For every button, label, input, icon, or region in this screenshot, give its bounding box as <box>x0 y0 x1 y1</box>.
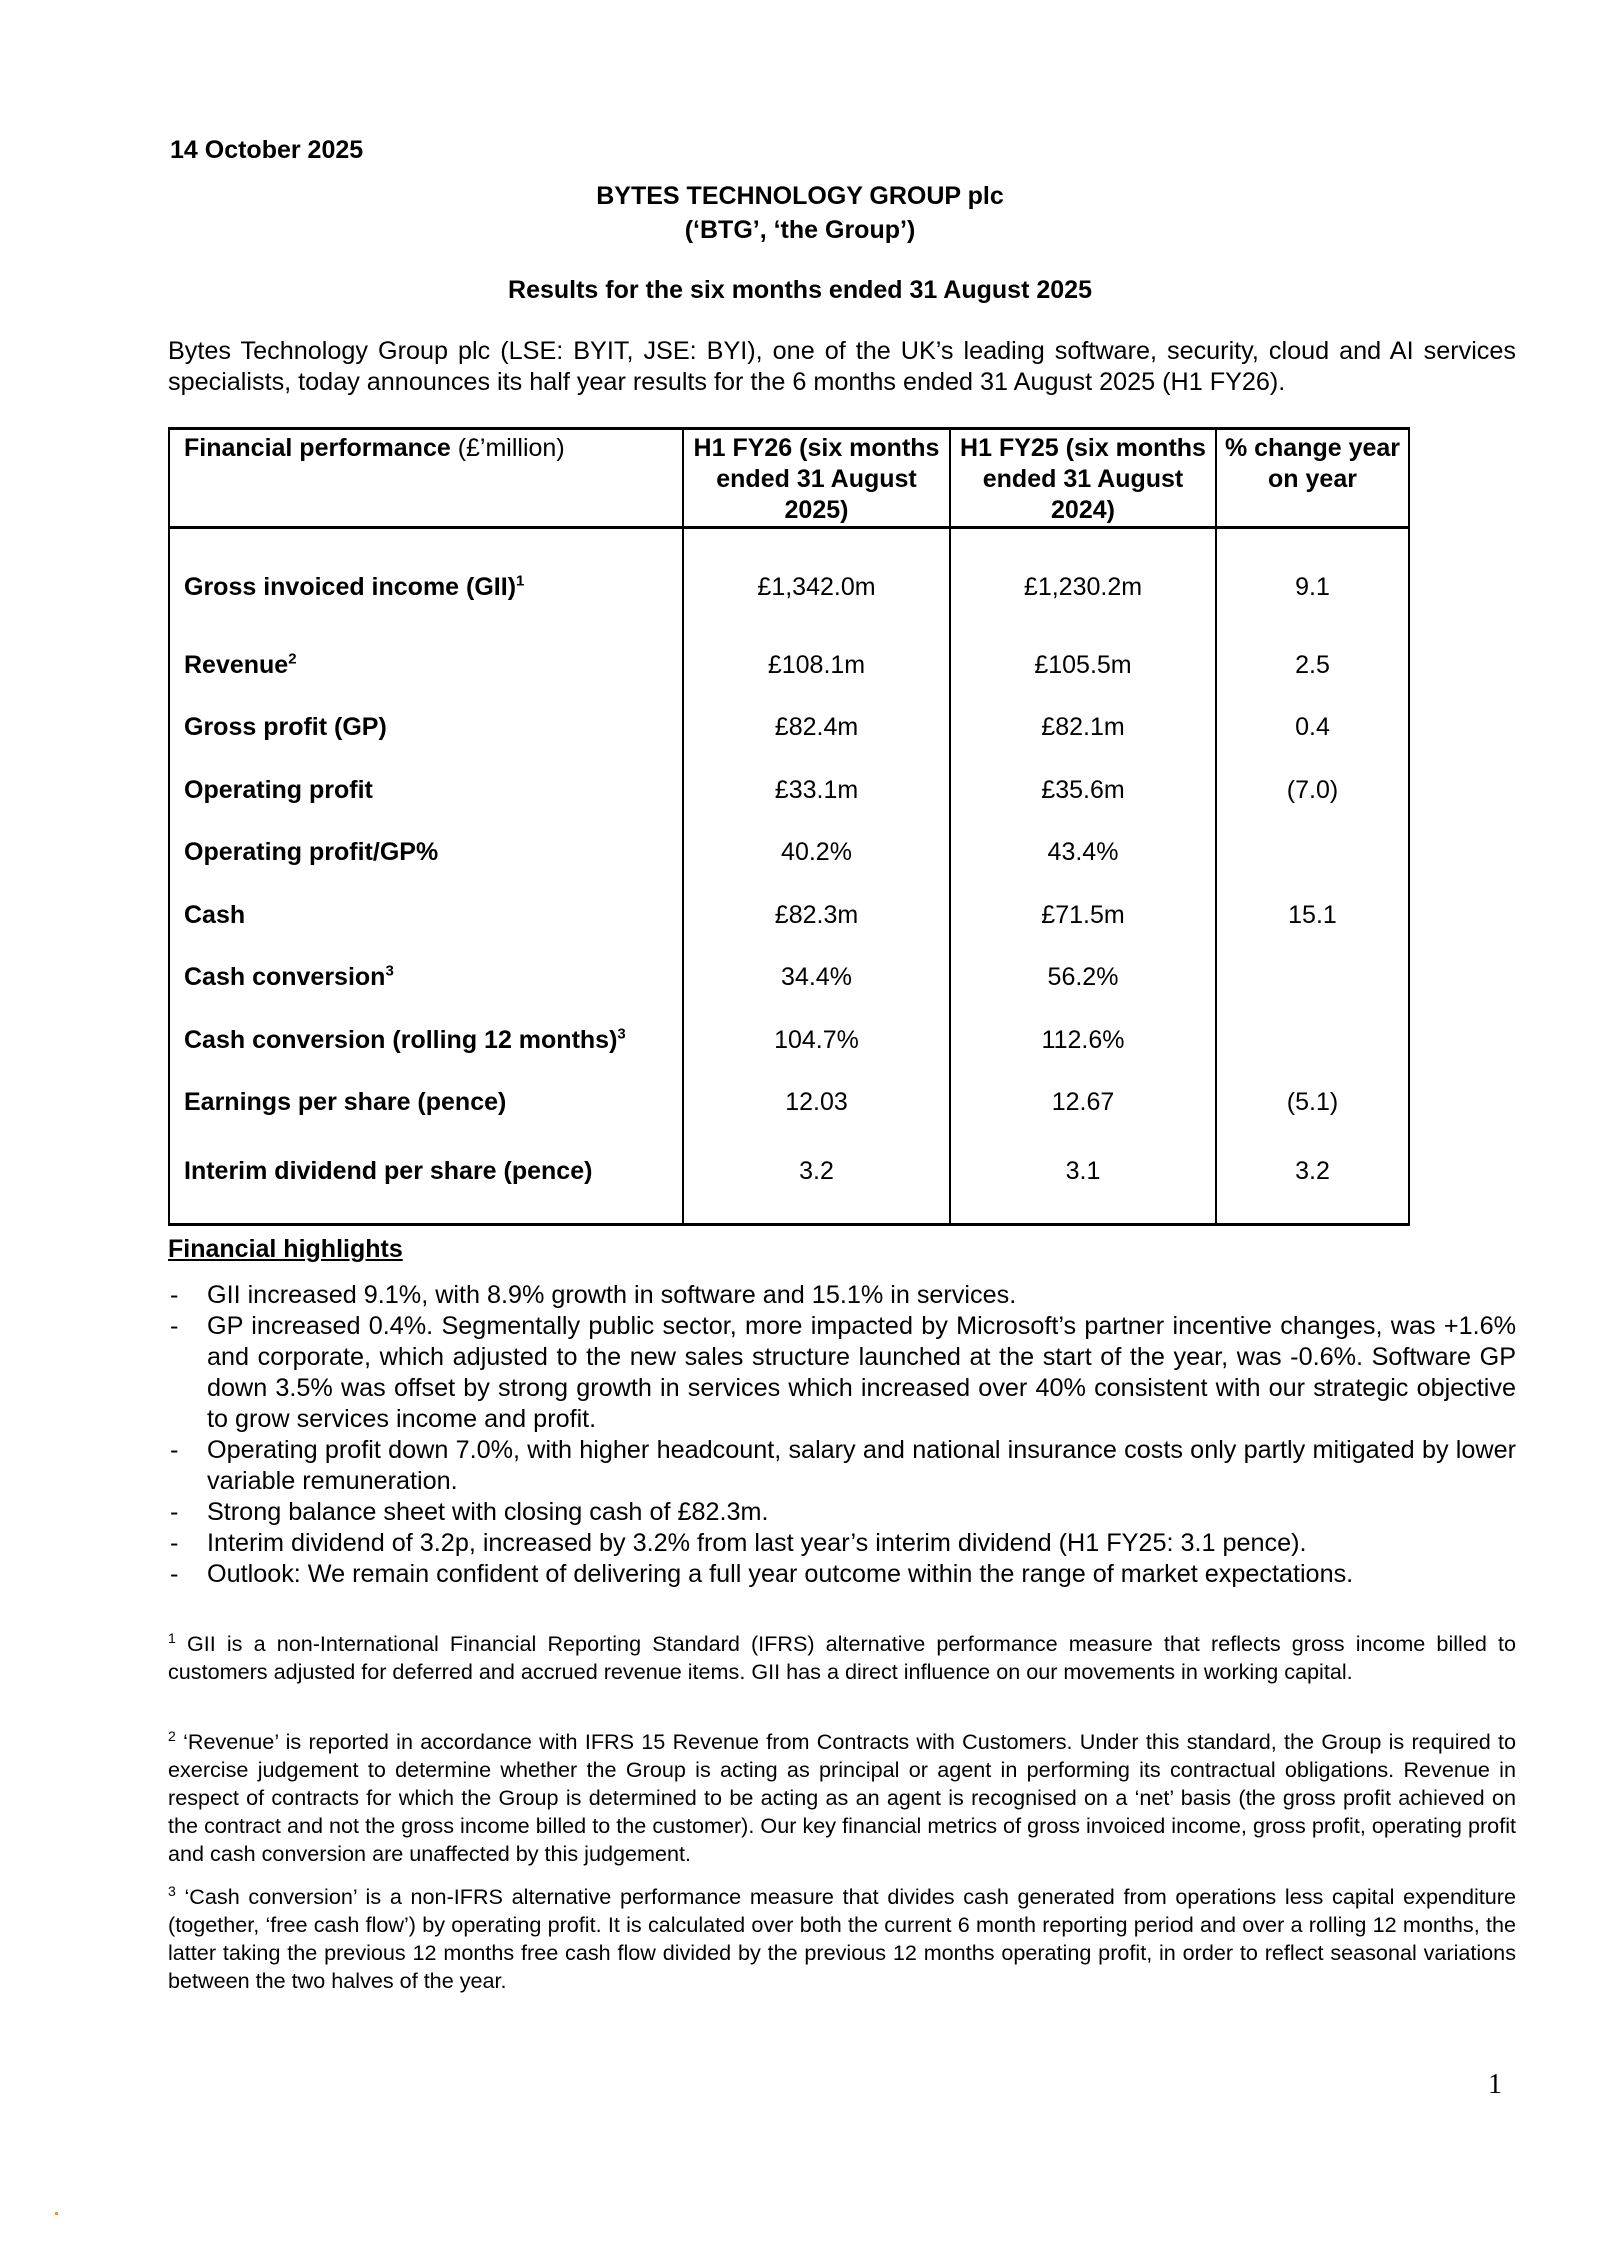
row-label-text: Gross invoiced income (GII) <box>184 573 517 601</box>
cell-h1-fy26 <box>683 822 950 885</box>
row-label-text: Operating profit/GP% <box>184 838 439 867</box>
footnote-ref: 3 <box>385 962 394 980</box>
cell-h1-fy26-text: 34.4% <box>781 963 852 992</box>
highlight-item <box>168 1497 1516 1528</box>
footnote-2 <box>168 1728 1516 1868</box>
dash-bullet-icon: - <box>170 1281 179 1309</box>
release-date: 14 October 2025 <box>170 136 364 164</box>
header-financial-performance <box>169 429 683 528</box>
cell-change <box>1216 822 1409 885</box>
cell-h1-fy25-text: 12.67 <box>1051 1088 1115 1117</box>
cell-change <box>1216 759 1409 822</box>
cell-h1-fy25 <box>950 1009 1216 1072</box>
cell-h1-fy26 <box>683 759 950 822</box>
table-row <box>169 1009 1409 1072</box>
footnote-ref: 1 <box>516 572 525 590</box>
cell-change <box>1216 697 1409 760</box>
cell-change <box>1216 528 1409 635</box>
footnote-marker: 1 <box>168 1629 176 1646</box>
row-label-text: Cash <box>184 900 246 929</box>
cell-h1-fy26-text: £1,342.0m <box>757 573 876 601</box>
row-label <box>169 759 683 822</box>
table-row <box>169 697 1409 760</box>
cell-h1-fy25 <box>950 947 1216 1010</box>
dash-bullet-icon: - <box>170 1529 179 1557</box>
cell-change-text: (5.1) <box>1286 1088 1339 1117</box>
cell-h1-fy25-text: £35.6m <box>1041 775 1125 804</box>
cell-h1-fy26 <box>683 884 950 947</box>
footnote-ref: 2 <box>288 650 297 668</box>
highlight-text: Outlook: We remain confident of delivering a full year outcome within the range of market expectations. <box>207 1560 1354 1588</box>
cell-h1-fy26 <box>683 697 950 760</box>
highlight-text: Interim dividend of 3.2p, increased by 3.2% from last year’s interim dividend (H1 FY25: 3.1 pence). <box>207 1529 1307 1557</box>
cell-h1-fy26 <box>683 1072 950 1135</box>
company-name: BYTES TECHNOLOGY GROUP plc <box>596 182 1004 210</box>
footnote-marker: 2 <box>168 1727 176 1744</box>
cell-change-text: (7.0) <box>1286 775 1339 804</box>
cell-h1-fy25 <box>950 884 1216 947</box>
row-label-text: Earnings per share (pence) <box>184 1088 507 1117</box>
cell-change-text: 0.4 <box>1295 713 1330 742</box>
cell-change <box>1216 1009 1409 1072</box>
table-row <box>169 759 1409 822</box>
cell-h1-fy25 <box>950 634 1216 697</box>
cell-h1-fy25-text: £82.1m <box>1041 713 1125 742</box>
cell-h1-fy25 <box>950 822 1216 885</box>
dash-bullet-icon: - <box>170 1560 179 1588</box>
header-h1-fy26: H1 FY26 (six months ended 31 August 2025) <box>683 429 950 528</box>
intro-paragraph: Bytes Technology Group plc (LSE: BYIT, JSE: BYI), one of the UK’s leading software, security, cloud and AI services specialists, today announces its half year results for the 6 months ended 31 August 2025 (H1 FY26). <box>168 337 1516 396</box>
cell-h1-fy25-text: £1,230.2m <box>1023 573 1143 601</box>
table-row <box>169 884 1409 947</box>
cell-h1-fy25 <box>950 697 1216 760</box>
cell-h1-fy25-text: £71.5m <box>1041 900 1125 929</box>
page-number: 1 <box>1488 2069 1502 2100</box>
cell-h1-fy25-text: 56.2% <box>1047 963 1119 992</box>
row-label-text: Revenue <box>184 650 289 679</box>
row-label <box>169 947 683 1010</box>
row-label <box>169 528 683 635</box>
orange-marker-dot <box>55 2212 58 2215</box>
cell-h1-fy26 <box>683 528 950 635</box>
cell-change <box>1216 1072 1409 1135</box>
footnote-ref: 3 <box>617 1025 626 1043</box>
table-row <box>169 947 1409 1010</box>
footnote-3 <box>168 1883 1516 1995</box>
cell-h1-fy26-text: £82.4m <box>774 713 859 742</box>
footnote-text: ‘Cash conversion’ is a non-IFRS alternative performance measure that divides cash generated from operations less capital expenditure (together, ‘free cash flow’) by operating profit. It is calculated over both the current 6 month reporting period and over a rolling 12 months, the latter taking the previous 12 months free cash flow divided by the previous 12 months operating profit, in order to reflect seasonal variations between the two halves of the year. <box>168 1884 1516 1993</box>
table-row <box>169 822 1409 885</box>
table-row <box>169 1072 1409 1135</box>
highlight-text: Operating profit down 7.0%, with higher headcount, salary and national insurance costs only partly mitigated by lower variable remuneration. <box>207 1436 1516 1495</box>
row-label-text: Interim dividend per share (pence) <box>184 1157 593 1185</box>
cell-h1-fy25-text: 43.4% <box>1047 838 1119 867</box>
cell-h1-fy26-text: £33.1m <box>774 775 859 804</box>
highlight-text: GII increased 9.1%, with 8.9% growth in software and 15.1% in services. <box>207 1281 1017 1309</box>
cell-h1-fy25-text: 3.1 <box>1065 1157 1101 1185</box>
cell-h1-fy26 <box>683 1134 950 1225</box>
row-label <box>169 822 683 885</box>
header-label-unit: (£’million) <box>450 434 565 462</box>
cell-change-text: 3.2 <box>1295 1157 1330 1185</box>
cell-h1-fy25 <box>950 759 1216 822</box>
header-h1-fy25: H1 FY25 (six months ended 31 August 2024) <box>950 429 1216 528</box>
cell-change <box>1216 947 1409 1010</box>
cell-h1-fy26-text: 3.2 <box>799 1157 834 1185</box>
footnote-text: GII is a non-International Financial Reporting Standard (IFRS) alternative performance measure that reflects gross income billed to customers adjusted for deferred and accrued revenue items. GII has a direct influence on our movements in working capital. <box>168 1631 1516 1684</box>
financial-highlights-list <box>168 1280 1516 1590</box>
highlight-item <box>168 1311 1516 1435</box>
row-label <box>169 1134 683 1225</box>
cell-h1-fy25 <box>950 1134 1216 1225</box>
row-label-text: Cash conversion (rolling 12 months) <box>184 1025 618 1054</box>
cell-h1-fy25 <box>950 1072 1216 1135</box>
footnote-text: ‘Revenue’ is reported in accordance with IFRS 15 Revenue from Contracts with Customers. Under this standard, the Group is required to exercise judgement to determine whether the Group is acting as principal or agent in performing its contractual obligations. Revenue in respect of contracts for which the Group is determined to be acting as an agent is recognised on a ‘net’ basis (the gross profit achieved on the contract and not the gross income billed to the customer). Our key financial metrics of gross invoiced income, gross profit, operating profit and cash conversion are unaffected by this judgement. <box>168 1729 1516 1866</box>
dash-bullet-icon: - <box>170 1498 179 1526</box>
row-label <box>169 1072 683 1135</box>
cell-h1-fy26-text: £108.1m <box>767 650 866 679</box>
row-label <box>169 1009 683 1072</box>
company-short-name: (‘BTG’, ‘the Group’) <box>684 216 916 244</box>
highlight-item <box>168 1435 1516 1497</box>
cell-change-text: 9.1 <box>1295 573 1330 601</box>
row-label-text: Gross profit (GP) <box>184 713 387 742</box>
table-header-row <box>169 429 1409 528</box>
footnote-1 <box>168 1630 1516 1686</box>
table-row <box>169 1134 1409 1225</box>
dash-bullet-icon: - <box>170 1312 179 1340</box>
financial-performance-table <box>168 427 1410 1226</box>
financial-highlights-heading: Financial highlights <box>168 1235 403 1263</box>
row-label <box>169 634 683 697</box>
highlight-item <box>168 1528 1516 1559</box>
results-title: Results for the six months ended 31 August 2025 <box>508 276 1092 304</box>
cell-h1-fy25-text: 112.6% <box>1041 1025 1125 1054</box>
highlight-item <box>168 1280 1516 1311</box>
header-change: % change year on year <box>1216 429 1409 528</box>
table-row <box>169 528 1409 635</box>
cell-h1-fy26 <box>683 634 950 697</box>
table-row <box>169 634 1409 697</box>
row-label <box>169 697 683 760</box>
row-label-text: Cash conversion <box>184 963 386 992</box>
cell-change-text: 2.5 <box>1295 650 1330 679</box>
cell-h1-fy26-text: 104.7% <box>774 1025 859 1054</box>
dash-bullet-icon: - <box>170 1436 179 1464</box>
cell-h1-fy26-text: 12.03 <box>785 1088 848 1117</box>
cell-change <box>1216 884 1409 947</box>
cell-h1-fy26-text: 40.2% <box>781 838 852 867</box>
cell-change <box>1216 634 1409 697</box>
cell-h1-fy26 <box>683 947 950 1010</box>
highlight-text: GP increased 0.4%. Segmentally public sector, more impacted by Microsoft’s partner incentive changes, was +1.6% and corporate, which adjusted to the new sales structure launched at the start of the year, was -0.6%. Software GP down 3.5% was offset by strong growth in services which increased over 40% consistent with our strategic objective to grow services income and profit. <box>207 1312 1516 1433</box>
cell-h1-fy25 <box>950 528 1216 635</box>
row-label-text: Operating profit <box>184 775 373 804</box>
row-label <box>169 884 683 947</box>
highlight-text: Strong balance sheet with closing cash of £82.3m. <box>207 1498 769 1526</box>
highlight-item <box>168 1559 1516 1590</box>
cell-h1-fy25-text: £105.5m <box>1034 650 1132 679</box>
cell-h1-fy26 <box>683 1009 950 1072</box>
footnote-marker: 3 <box>168 1882 176 1899</box>
header-label-bold: Financial performance <box>184 434 451 462</box>
cell-change-text: 15.1 <box>1288 900 1337 929</box>
cell-h1-fy26-text: £82.3m <box>774 900 859 929</box>
cell-change <box>1216 1134 1409 1225</box>
